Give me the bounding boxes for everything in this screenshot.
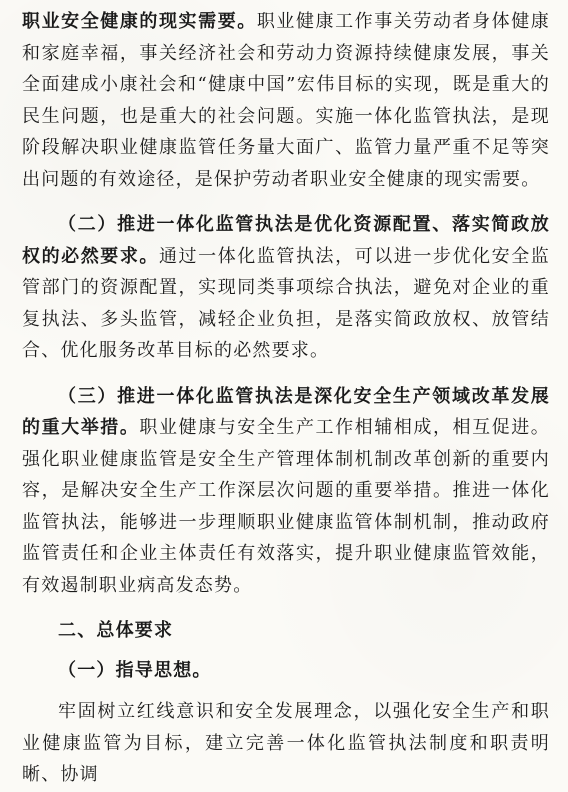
paragraph-4 xyxy=(22,696,550,791)
paragraph-1 xyxy=(22,6,550,195)
paragraph-1-body: 职业健康工作事关劳动者身体健康和家庭幸福，事关经济社会和劳动力资源持续健康发展，事关全面建成小康社会和“健康中国”宏伟目标的实现，既是重大的民生问题，也是重大的社会问题。实施一体化监管执法，是现阶段解决职业健康监管任务量大面广、监管力量严重不足等突出问题的有效途径，是保护劳动者职业安全健康的现实需要。 xyxy=(22,11,550,190)
paragraph-2-body: 通过一体化监管执法，可以进一步优化安全监管部门的资源配置，实现同类事项综合执法，避免对企业的重复执法、多头监管，减轻企业负担，是落实简政放权、放管结合、优化服务改革目标的必然要求。 xyxy=(22,245,550,361)
subsection-heading: （一）指导思想。 xyxy=(58,659,212,681)
paragraph-3-lead: （三）推进一体化监管执法是深化安全生产领域改革发展的重大举措。 xyxy=(22,385,550,438)
paragraph-2 xyxy=(22,209,550,367)
paragraph-3-body: 职业健康与安全生产工作相辅相成，相互促进。强化职业健康监管是安全生产管理体制机制改革创新的重要内容，是解决安全生产工作深层次问题的重要举措。推进一体化监管执法，能够进一步理顺职业健康监管体制机制，推动政府监管责任和企业主体责任有效落实，提升职业健康监管效能，有效遏制职业病高发态势。 xyxy=(22,417,550,596)
paragraph-4-body: 牢固树立红线意识和安全发展理念，以强化安全生产和职业健康监管为目标，建立完善一体化监管执法制度和职责明晰、协调 xyxy=(22,701,550,785)
paragraph-3 xyxy=(22,381,550,602)
paragraph-2-lead: （二）推进一体化监管执法是优化资源配置、落实简政放权的必然要求。 xyxy=(22,214,550,267)
paragraph-1-lead: 职业安全健康的现实需要。 xyxy=(22,11,257,32)
section-heading: 二、总体要求 xyxy=(58,620,174,641)
